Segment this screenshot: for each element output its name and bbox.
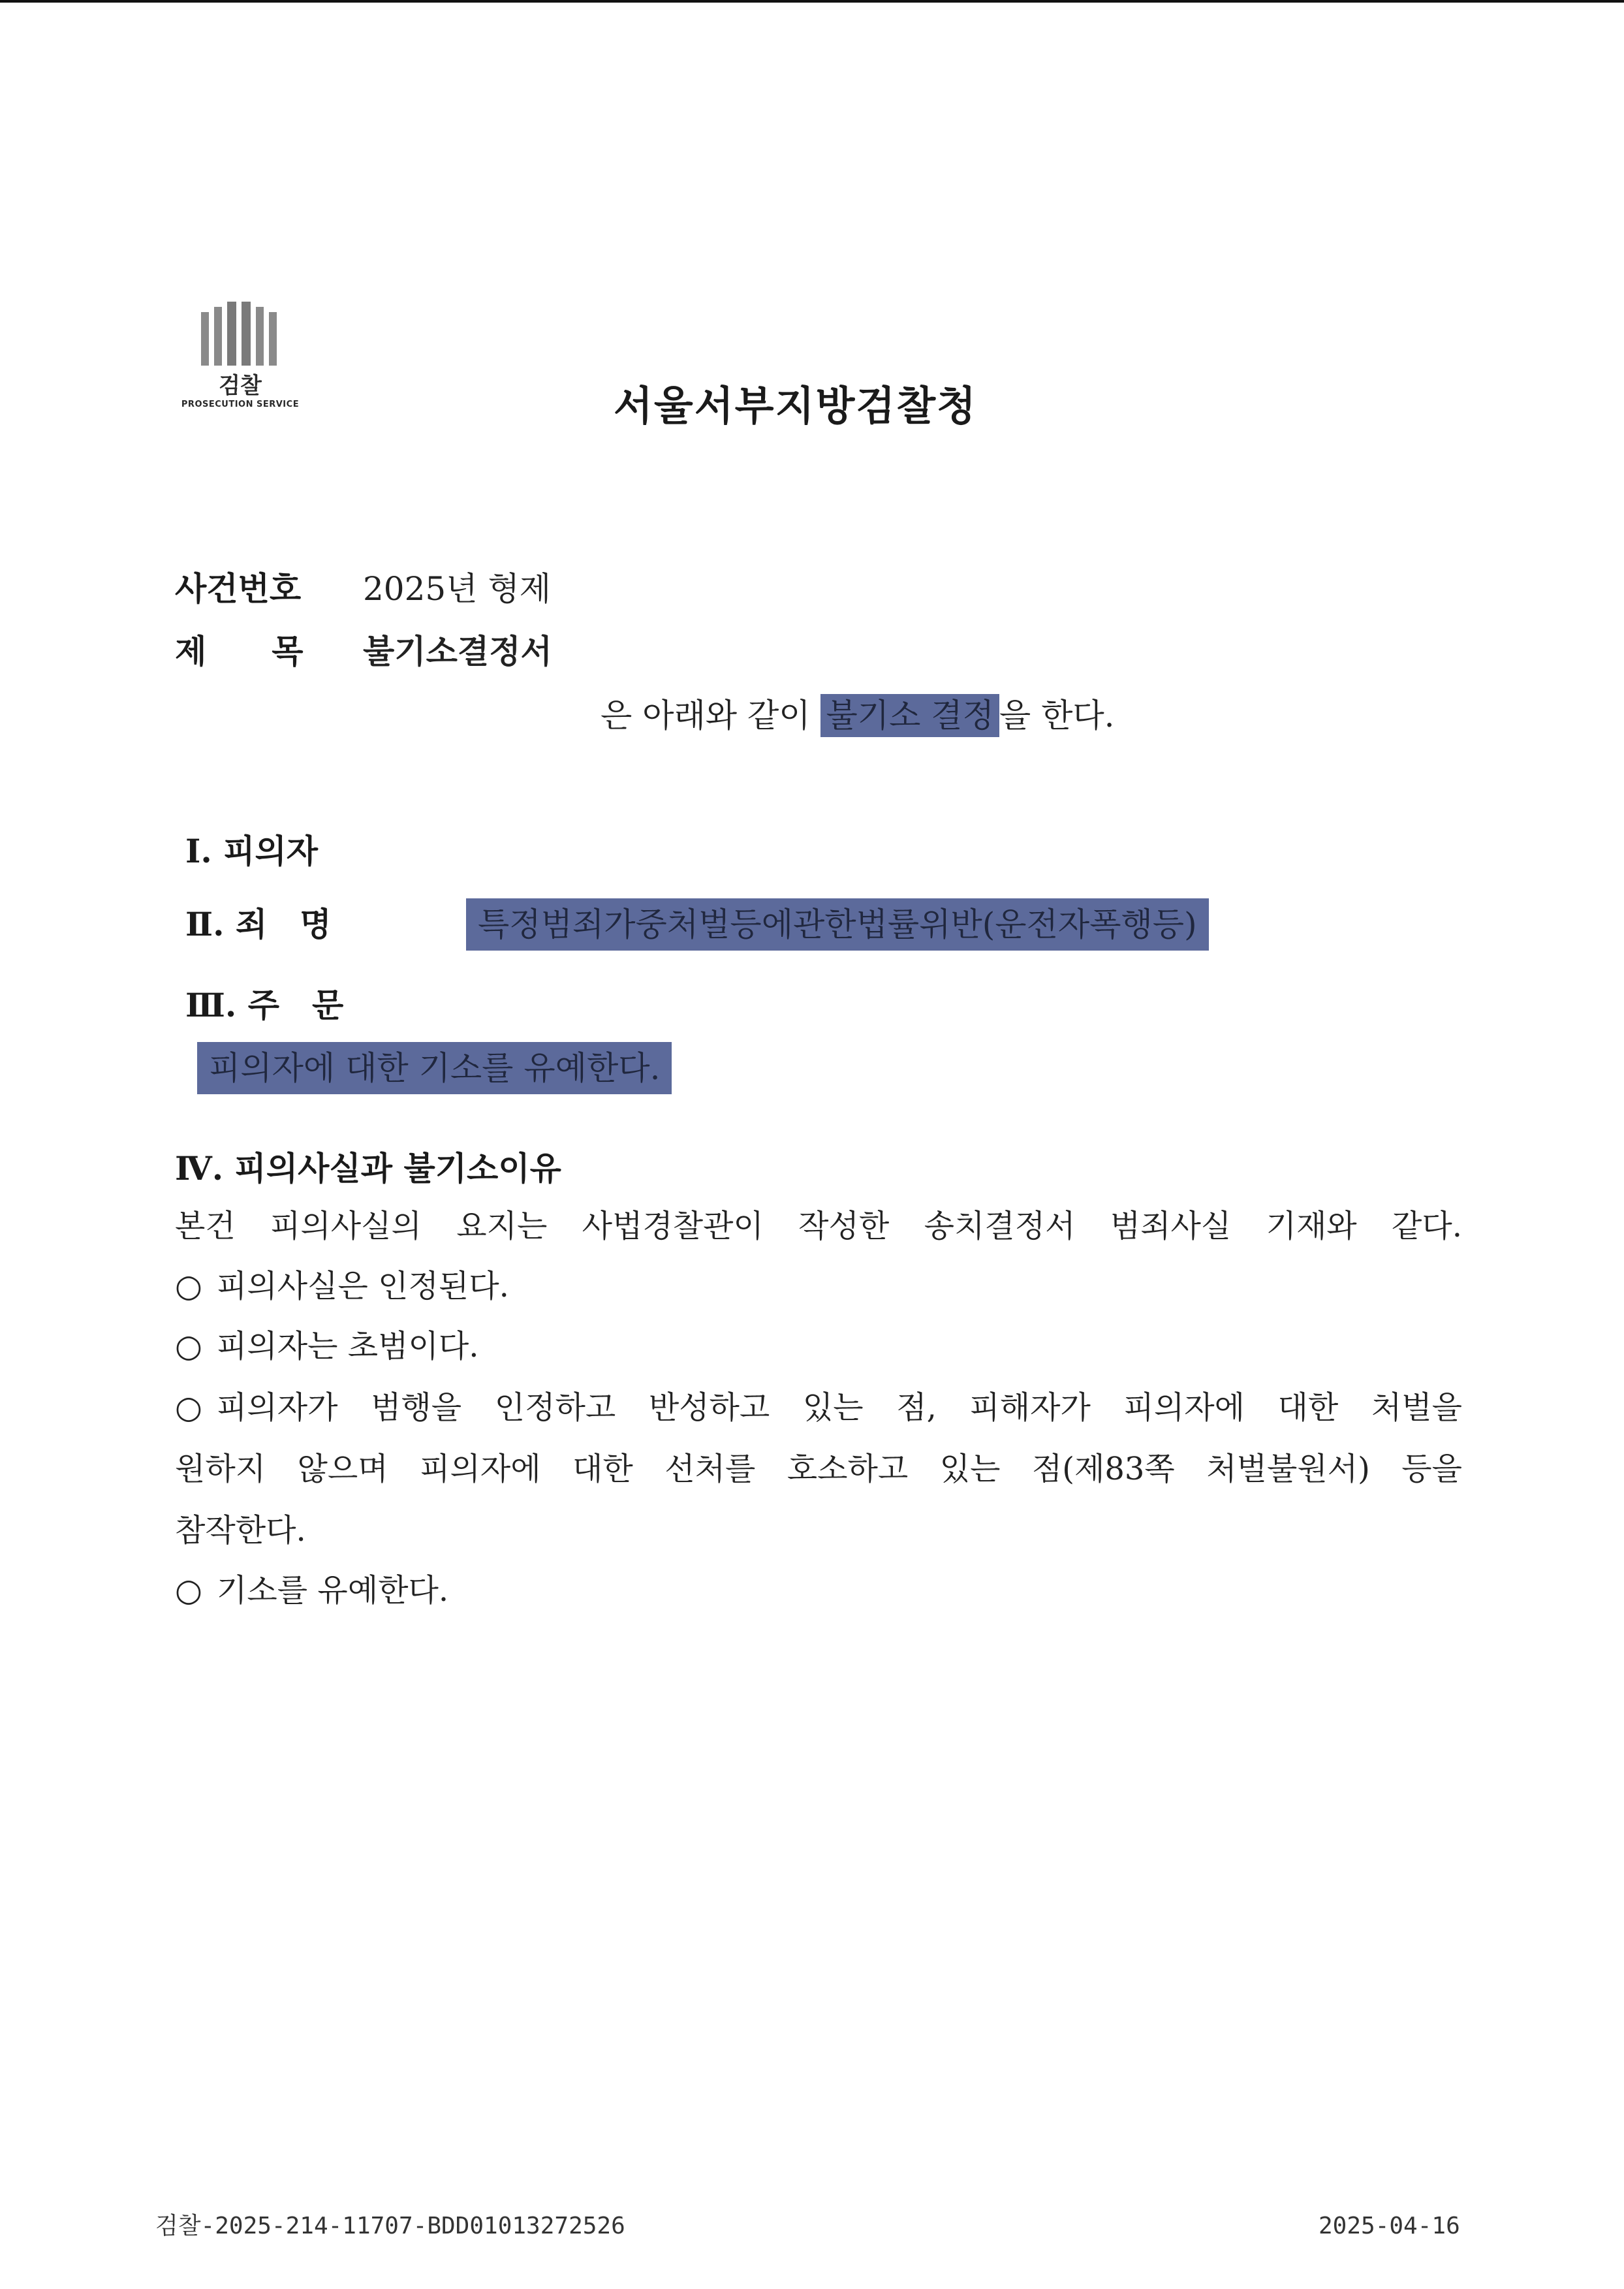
footer-document-id: 검찰-2025-214-11707-BDD01013272526 <box>155 2213 625 2239</box>
order-text: 피의자에 대한 기소를 유예한다. <box>197 1042 672 1094</box>
footer-date: 2025-04-16 <box>1319 2213 1460 2239</box>
list-item <box>175 1325 478 1367</box>
list-item <box>175 1265 509 1307</box>
list-item-text: 피의사실은 인정된다. <box>217 1268 509 1304</box>
bullet-circle-icon: ○ <box>175 1328 202 1365</box>
prosecution-logo <box>175 302 305 419</box>
bullet-circle-icon: ○ <box>175 1268 202 1304</box>
decision-suffix: 을 한다. <box>999 697 1115 734</box>
list-item-text: 기소를 유예한다. <box>217 1572 449 1609</box>
case-number-label: 사건번호 <box>175 569 302 608</box>
list-item <box>175 1570 448 1611</box>
section-charge-label: Ⅱ. 죄 명 <box>185 905 332 943</box>
decision-highlight: 불기소 결정 <box>820 694 999 737</box>
document-title-value: 불기소결정서 <box>363 632 552 671</box>
document-title-label: 제 목 <box>175 632 304 671</box>
case-number-value: 2025년 형제 <box>363 570 552 608</box>
bullet-circle-icon: ○ <box>175 1389 202 1426</box>
list-item-text: 피의자가 범행을 인정하고 반성하고 있는 점, 피해자가 피의자에 대한 처벌을 <box>217 1389 1462 1426</box>
charge-name: 특정범죄가중처벌등에관한법률위반(운전자폭행등) <box>466 898 1209 951</box>
bullet-circle-icon: ○ <box>175 1572 202 1609</box>
decision-prefix: 은 아래와 같이 <box>601 697 821 734</box>
list-item-continuation: 참작한다. <box>175 1512 306 1549</box>
office-title: 서울서부지방검찰청 <box>614 382 978 430</box>
summary-line: 본건 피의사실의 요지는 사법경찰관이 작성한 송치결정서 범죄사실 기재와 같다. <box>175 1208 1462 1244</box>
logo-text-english: PROSECUTION SERVICE <box>181 400 300 409</box>
decision-statement <box>601 695 1115 736</box>
list-item-continuation: 원하지 않으며 피의자에 대한 선처를 호소하고 있는 점(제83쪽 처벌불원서) 등을 <box>175 1451 1462 1487</box>
list-item <box>175 1387 1462 1429</box>
section-facts-reasons-label: Ⅳ. 피의사실과 불기소이유 <box>175 1149 561 1188</box>
list-item-text: 피의자는 초범이다. <box>217 1328 479 1365</box>
section-suspect-label: Ⅰ. 피의자 <box>185 832 319 870</box>
top-border <box>0 0 1624 3</box>
logo-text-korean: 검찰 <box>219 373 262 399</box>
prosecution-emblem-icon <box>200 302 278 366</box>
section-order-label: Ⅲ. 주 문 <box>185 986 344 1024</box>
